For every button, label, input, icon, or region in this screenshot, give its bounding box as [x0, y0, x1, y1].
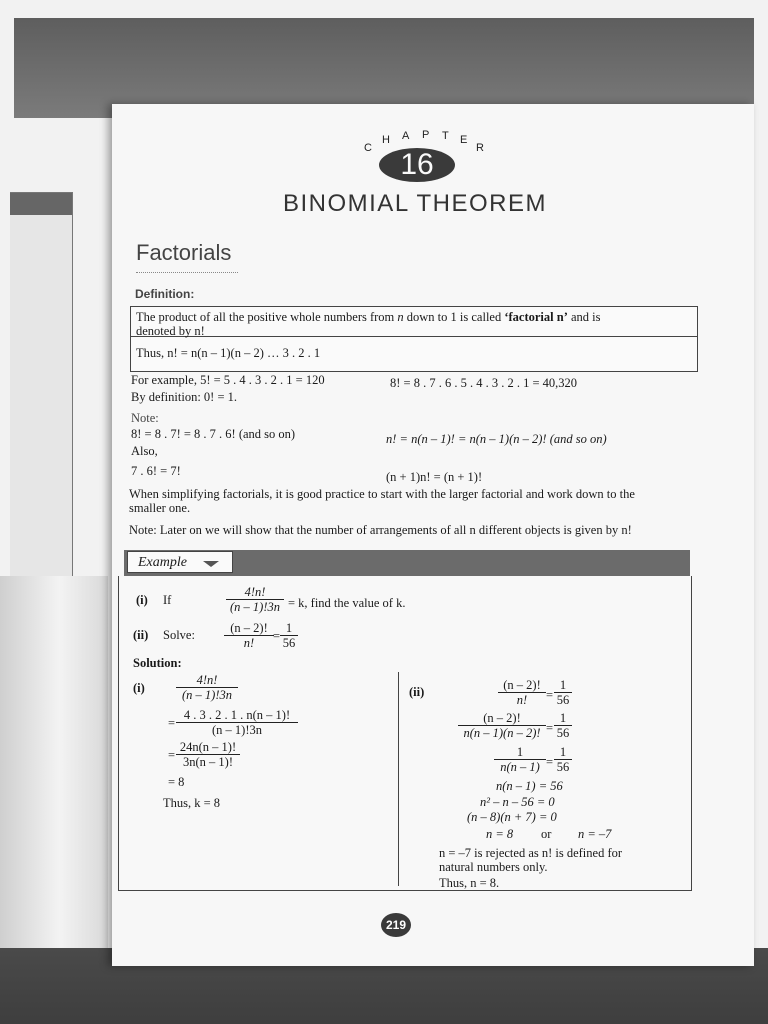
chapter-letter: P — [422, 129, 430, 141]
question-2-label: (ii) — [133, 628, 149, 642]
chapter-letter: T — [442, 130, 449, 142]
example-5-factorial: For example, 5! = 5 . 4 . 3 . 2 . 1 = 120 — [131, 373, 325, 387]
solution-2-line-4: n(n – 1) = 56 — [496, 779, 563, 793]
fraction-denominator: n(n – 1) — [500, 760, 540, 774]
solution-2-root-1: n = 8 — [486, 827, 514, 841]
fraction-denominator: 56 — [556, 760, 570, 774]
left-page-edge — [10, 192, 73, 578]
definition-label: Definition: — [135, 287, 195, 301]
practice-line-1: When simplifying factorials, it is good practice to start with the larger factorial and work down to the — [129, 487, 635, 501]
left-page-curl — [0, 576, 108, 948]
solution-2-line-5: n² – n – 56 = 0 — [480, 795, 555, 809]
solution-label: Solution: — [133, 656, 182, 670]
solution-2-step-1 — [498, 678, 546, 707]
fraction-numerator: 4!n! — [226, 585, 284, 600]
solution-1-label: (i) — [133, 681, 145, 695]
solution-2-conclusion: Thus, n = 8. — [439, 876, 500, 890]
fraction-numerator: 4 . 3 . 2 . 1 . n(n – 1)! — [176, 708, 298, 723]
question-2-fraction — [224, 621, 274, 650]
fraction-numerator: (n – 2)! — [498, 678, 546, 693]
arrangements-note: Note: Later on we will show that the number of arrangements of all n different objects is given by n! — [129, 523, 632, 537]
example-8-factorial: 8! = 8 . 7 . 6 . 5 . 4 . 3 . 2 . 1 = 40,320 — [390, 376, 578, 390]
question-1-label: (i) — [136, 593, 148, 607]
question-1-if: If — [163, 593, 172, 607]
section-title: Factorials — [136, 240, 232, 265]
triangle-down-icon — [203, 561, 219, 567]
fraction-numerator: (n – 2)! — [224, 621, 274, 636]
section-divider — [136, 272, 238, 273]
page-title: BINOMIAL THEOREM — [282, 190, 548, 217]
fraction-denominator: n! — [516, 693, 528, 707]
chapter-letter: E — [460, 134, 468, 146]
question-2-solve: Solve: — [163, 628, 195, 642]
note-label: Note: — [131, 411, 159, 425]
fraction-numerator: 1 — [554, 711, 572, 726]
solution-1-equals: = — [168, 716, 176, 730]
fraction-denominator: 56 — [556, 726, 570, 740]
example-tab — [127, 551, 233, 573]
solution-2-or: or — [541, 827, 552, 841]
solution-2-line-6: (n – 8)(n + 7) = 0 — [467, 810, 557, 824]
fraction-numerator: (n – 2)! — [458, 711, 546, 726]
solution-2-step-2 — [458, 711, 546, 740]
fraction-numerator: 24n(n – 1)! — [176, 740, 240, 755]
solution-2-reject-line-1: n = –7 is rejected as n! is defined for — [439, 846, 623, 860]
scan-background-top — [14, 18, 754, 118]
left-page-band — [10, 193, 72, 215]
fraction-denominator: (n – 1)!3n — [182, 688, 232, 702]
solution-1-step-2 — [176, 708, 298, 737]
definition-text: and is — [567, 310, 601, 324]
fraction-denominator: n(n – 1)(n – 2)! — [463, 726, 541, 740]
question-2-equals: = — [273, 629, 281, 643]
solution-1-step-1 — [176, 673, 238, 702]
definition-term: ‘factorial n’ — [504, 310, 568, 324]
solution-2-rhs-2 — [554, 711, 572, 740]
equals-sign: = — [546, 755, 554, 769]
solution-2-rhs-3 — [554, 745, 572, 774]
question-2-rhs — [280, 621, 298, 650]
solution-column-divider — [398, 672, 399, 886]
fraction-denominator: (n – 1)!3n — [230, 600, 280, 614]
solution-2-root-2: n = –7 — [578, 827, 612, 841]
solution-1-conclusion: Thus, k = 8 — [163, 796, 221, 810]
practice-line-2: smaller one. — [129, 501, 191, 515]
definition-text: down to 1 is called — [403, 310, 505, 324]
also-right: (n + 1)n! = (n + 1)! — [386, 470, 483, 484]
solution-1-step-3 — [176, 740, 240, 769]
solution-1-equals: = — [168, 748, 176, 762]
note-right: n! = n(n – 1)! = n(n – 1)(n – 2)! (and so on) — [386, 432, 607, 446]
definition-line-1 — [136, 310, 601, 324]
solution-1-result: = 8 — [168, 775, 185, 789]
fraction-denominator: 56 — [282, 636, 296, 650]
fraction-numerator: 4!n! — [176, 673, 238, 688]
fraction-denominator: n! — [243, 636, 255, 650]
fraction-denominator: 56 — [556, 693, 570, 707]
definition-formula: Thus, n! = n(n – 1)(n – 2) … 3 . 2 . 1 — [136, 346, 321, 360]
definition-divider — [131, 336, 697, 337]
also-label: Also, — [131, 444, 158, 458]
zero-factorial-definition: By definition: 0! = 1. — [131, 390, 237, 404]
solution-2-rhs-1 — [554, 678, 572, 707]
chapter-letter: H — [382, 134, 390, 146]
fraction-numerator: 1 — [554, 678, 572, 693]
equals-sign: = — [546, 721, 554, 735]
chapter-number: 16 — [379, 148, 455, 182]
example-tab-label: Example — [138, 555, 187, 570]
definition-var: n — [397, 310, 404, 324]
fraction-denominator: (n – 1)!3n — [212, 723, 262, 737]
fraction-numerator: 1 — [494, 745, 546, 760]
fraction-numerator: 1 — [554, 745, 572, 760]
solution-2-label: (ii) — [409, 685, 425, 699]
note-left: 8! = 8 . 7! = 8 . 7 . 6! (and so on) — [131, 427, 296, 441]
solution-2-step-3 — [494, 745, 546, 774]
fraction-numerator: 1 — [280, 621, 298, 636]
definition-line-2: denoted by n! — [136, 324, 205, 338]
solution-2-reject-line-2: natural numbers only. — [439, 860, 548, 874]
equals-sign: = — [546, 688, 554, 702]
page-number: 219 — [381, 913, 411, 937]
chapter-letter: A — [402, 130, 410, 142]
question-1-tail: = k, find the value of k. — [288, 596, 406, 610]
also-left: 7 . 6! = 7! — [131, 464, 181, 478]
definition-text: The product of all the positive whole numbers from — [136, 310, 398, 324]
question-1-fraction — [226, 585, 284, 614]
chapter-letter: R — [476, 142, 484, 154]
chapter-letter: C — [364, 142, 372, 154]
fraction-denominator: 3n(n – 1)! — [183, 755, 233, 769]
